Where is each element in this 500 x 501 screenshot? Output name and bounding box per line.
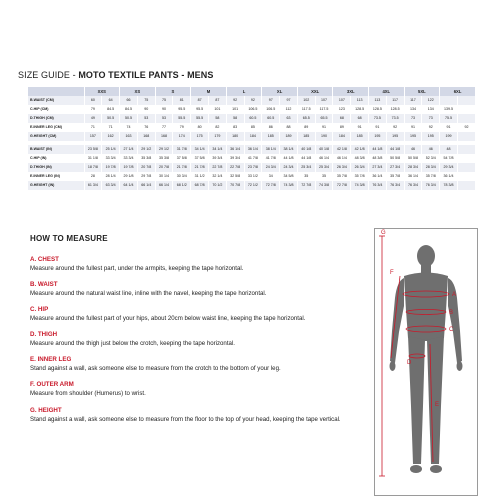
measurement-cell: 79 xyxy=(173,123,191,132)
measurement-cell: 58 xyxy=(208,114,226,123)
measurement-cell xyxy=(457,154,475,163)
measure-description: Stand against a wall, ask someone else to measure from the floor to the top of your head, keeping the tape vertical. xyxy=(30,416,341,423)
measurement-cell: 73 xyxy=(404,114,422,123)
measurement-cell: 134 xyxy=(404,105,422,114)
measurement-cell: 32 5/8 xyxy=(226,172,244,181)
measurement-cell: 72 1/2 xyxy=(244,181,262,190)
measurement-cell: 189 xyxy=(280,132,298,141)
measurement-cell: 36 1/4 xyxy=(440,172,458,181)
measurement-cell: 112 xyxy=(280,105,298,114)
measure-heading: B. WAIST xyxy=(30,281,58,288)
measurement-cell: 29 1/2 xyxy=(137,145,155,154)
measurement-cell: 68 1/2 xyxy=(173,181,191,190)
measurement-cell: 195 xyxy=(369,132,387,141)
size-header-corner xyxy=(28,87,84,96)
row-label: D.THIGH (IN) xyxy=(28,163,84,172)
size-header-cell: 4XL xyxy=(369,87,405,96)
measure-description: Measure around the fullest part, under the armpits, keeping the tape horizontal. xyxy=(30,265,244,272)
measurement-cell: 71 xyxy=(102,123,120,132)
measurement-cell: 117.5 xyxy=(297,105,315,114)
measurement-cell: 128.5 xyxy=(369,105,387,114)
measurement-cell: 28 xyxy=(84,172,102,181)
measurement-cell: 29 3/4 xyxy=(440,163,458,172)
measurement-row xyxy=(28,105,476,114)
size-header-cell: M xyxy=(191,87,227,96)
measurement-cell: 87 xyxy=(191,96,209,105)
measurement-cell xyxy=(457,96,475,105)
measurement-cell: 168 xyxy=(137,132,155,141)
measurement-cell: 55.5 xyxy=(191,114,209,123)
measurement-row xyxy=(28,114,476,123)
measurement-cell: 113 xyxy=(351,96,369,105)
size-table-body xyxy=(28,96,476,190)
measurement-cell: 70 7/8 xyxy=(226,181,244,190)
measurement-cell: 25 3/4 xyxy=(315,163,333,172)
measurement-cell: 66 1/4 xyxy=(137,181,155,190)
measurement-cell: 18 7/8 xyxy=(84,163,102,172)
measurement-cell: 36 1/4 xyxy=(226,145,244,154)
measurement-row xyxy=(28,181,476,190)
measurement-cell: 95.5 xyxy=(191,105,209,114)
measurement-cell: 34 xyxy=(262,172,280,181)
measurement-cell: 78 3/8 xyxy=(440,181,458,190)
measurement-cell: 190 xyxy=(315,132,333,141)
measurement-cell: 89 xyxy=(297,123,315,132)
measurement-cell: 195 xyxy=(404,132,422,141)
row-label: G.HEIGHT (IN) xyxy=(28,181,84,190)
measurement-cell: 44 1/8 xyxy=(386,145,404,154)
measurement-cell: 58 xyxy=(226,114,244,123)
measurement-cell: 72 7/8 xyxy=(333,181,351,190)
measurement-cell: 25 3/4 xyxy=(297,163,315,172)
measurement-cell: 35 7/8 xyxy=(422,172,440,181)
measurement-cell: 49 xyxy=(84,114,102,123)
measurement-cell: 76 3/4 xyxy=(404,181,422,190)
measurement-cell: 40 1/8 xyxy=(315,145,333,154)
row-label: E.INNER LEG (CM) xyxy=(28,123,84,132)
measure-description: Measure from shoulder (Humerus) to wrist. xyxy=(30,390,146,397)
measurement-cell: 23 5/8 xyxy=(84,145,102,154)
measurement-cell: 95.5 xyxy=(173,105,191,114)
measurement-cell: 34 5/8 xyxy=(280,172,298,181)
measurement-cell: 76 3/4 xyxy=(369,181,387,190)
measurement-cell: 35 xyxy=(297,172,315,181)
measurement-cell: 74 3/8 xyxy=(280,181,298,190)
measurement-cell: 22 7/8 xyxy=(208,163,226,172)
measurement-cell: 65.5 xyxy=(315,114,333,123)
measurement-cell: 40 1/8 xyxy=(297,145,315,154)
measurement-cell: 106.5 xyxy=(262,105,280,114)
measurement-cell: 64 xyxy=(102,96,120,105)
size-header-cell: 6XL xyxy=(440,87,476,96)
measurement-cell: 52 3/4 xyxy=(422,154,440,163)
measurement-cell: 68 xyxy=(351,114,369,123)
measurement-cell: 134 xyxy=(422,105,440,114)
measurement-cell: 107 xyxy=(333,96,351,105)
measurement-cell: 44 1/8 xyxy=(369,145,387,154)
size-header-cell: XXL xyxy=(297,87,333,96)
row-label: C.HIP (CM) xyxy=(28,105,84,114)
measurement-cell: 36 1/4 xyxy=(244,145,262,154)
measurement-cell: 24 3/4 xyxy=(280,163,298,172)
measure-description: Measure around the natural waist line, inline with the navel, keeping the tape horizontal. xyxy=(30,290,267,297)
size-header-cell: 5XL xyxy=(404,87,440,96)
measurement-cell: 31 1/2 xyxy=(191,172,209,181)
measurement-cell: 139.5 xyxy=(440,105,458,114)
measure-description: Measure around the fullest part of your hips, about 20cm below waist line, keeping the tape horizontal. xyxy=(30,315,306,322)
measurement-cell: 25 1/4 xyxy=(102,145,120,154)
measurement-cell: 91 xyxy=(404,123,422,132)
measurement-cell: 21 7/8 xyxy=(173,163,191,172)
measurement-cell: 35 xyxy=(315,172,333,181)
measurement-row xyxy=(28,163,476,172)
measurement-cell: 122 xyxy=(422,96,440,105)
measurement-cell: 48 xyxy=(440,145,458,154)
measurement-cell xyxy=(457,132,475,141)
size-header-cell: XS xyxy=(120,87,156,96)
measurement-cell: 87 xyxy=(208,96,226,105)
row-label: E.INNER LEG (IN) xyxy=(28,172,84,181)
size-header-cell: XXS xyxy=(84,87,120,96)
measurement-cell: 65.5 xyxy=(297,114,315,123)
measurement-cell: 42 1/8 xyxy=(333,145,351,154)
measurement-cell: 41 7/8 xyxy=(262,154,280,163)
measurement-cell: 64 1/4 xyxy=(120,181,138,190)
measurement-row xyxy=(28,96,476,105)
measurement-cell: 60.5 xyxy=(244,114,262,123)
measurement-cell: 53 xyxy=(137,114,155,123)
measurement-cell: 76 3/4 xyxy=(386,181,404,190)
measurement-row xyxy=(28,154,476,163)
measurement-cell: 35 7/8 xyxy=(351,172,369,181)
measurement-cell: 117 xyxy=(404,96,422,105)
measurement-cell: 117 xyxy=(386,96,404,105)
measurement-cell: 72 7/8 xyxy=(262,181,280,190)
measurement-cell: 81 xyxy=(173,96,191,105)
measurement-cell: 34 1/4 xyxy=(191,145,209,154)
measurement-cell: 27 3/4 xyxy=(386,163,404,172)
measurement-cell: 50 5/8 xyxy=(386,154,404,163)
measurement-cell: 70 1/2 xyxy=(208,181,226,190)
marker-a: A xyxy=(452,292,457,298)
measurement-cell: 42 1/8 xyxy=(351,145,369,154)
measurement-cell: 33 3/4 xyxy=(120,154,138,163)
measurement-cell: 73.5 xyxy=(369,114,387,123)
measurement-cell: 79 xyxy=(84,105,102,114)
measure-heading: C. HIP xyxy=(30,306,49,313)
measurement-cell: 83 xyxy=(226,123,244,132)
measurement-cell: 97 xyxy=(262,96,280,105)
measurement-cell: 92 xyxy=(422,123,440,132)
measurement-cell: 61 3/4 xyxy=(84,181,102,190)
measurement-cell: 19 7/8 xyxy=(120,163,138,172)
measurement-cell: 20 7/8 xyxy=(155,163,173,172)
measurement-cell: 48 3/8 xyxy=(369,154,387,163)
measurement-cell: 48 3/8 xyxy=(351,154,369,163)
measurement-cell: 20 7/8 xyxy=(137,163,155,172)
measurement-cell: 28 3/4 xyxy=(422,163,440,172)
measurement-cell: 76 xyxy=(137,123,155,132)
measurement-cell: 84.5 xyxy=(120,105,138,114)
measurement-cell: 38 1/4 xyxy=(280,145,298,154)
mannequin-svg xyxy=(374,226,478,496)
measurement-cell: 66 1/4 xyxy=(155,181,173,190)
measurement-cell: 185 xyxy=(262,132,280,141)
measurement-cell: 75.5 xyxy=(440,114,458,123)
measurement-cell xyxy=(457,114,475,123)
measurement-cell: 29 1/2 xyxy=(155,145,173,154)
measurement-cell: 157 xyxy=(84,132,102,141)
measurement-cell: 28 1/4 xyxy=(102,172,120,181)
measurement-cell: 163 xyxy=(120,132,138,141)
measurement-cell: 92 xyxy=(226,96,244,105)
measurement-cell: 63 3/4 xyxy=(102,181,120,190)
measurement-cell: 68 7/8 xyxy=(191,181,209,190)
measurement-cell: 37 5/8 xyxy=(173,154,191,163)
measurement-cell: 89 xyxy=(333,123,351,132)
row-label: B.WAIST (CM) xyxy=(28,96,84,105)
measurement-cell: 74 xyxy=(120,123,138,132)
measurement-cell: 26 3/4 xyxy=(333,163,351,172)
row-label: B.WAIST (IN) xyxy=(28,145,84,154)
measurement-cell: 91 xyxy=(315,123,333,132)
measurement-cell: 101 xyxy=(226,105,244,114)
measurement-cell: 50.5 xyxy=(120,114,138,123)
measurement-cell: 63 xyxy=(280,114,298,123)
measurement-cell: 92 xyxy=(244,96,262,105)
measurement-cell: 35 3/8 xyxy=(155,154,173,163)
size-header-row xyxy=(28,87,476,96)
measurement-cell: 44 1/8 xyxy=(297,154,315,163)
measurement-row xyxy=(28,145,476,154)
measurement-cell: 60.5 xyxy=(262,114,280,123)
measurement-cell: 84.5 xyxy=(102,105,120,114)
measurement-cell: 50 5/8 xyxy=(404,154,422,163)
measurement-cell: 19 7/8 xyxy=(102,163,120,172)
measure-heading: E. INNER LEG xyxy=(30,356,72,363)
measurement-cell: 30 1/4 xyxy=(155,172,173,181)
measurement-cell: 60 xyxy=(84,96,102,105)
how-to-measure-title: HOW TO MEASURE xyxy=(30,234,108,243)
measurement-cell: 80 xyxy=(191,123,209,132)
measurement-cell xyxy=(457,163,475,172)
measurement-cell: 36 1/4 xyxy=(404,172,422,181)
measurement-cell: 82 xyxy=(208,123,226,132)
measurement-cell: 123 xyxy=(333,105,351,114)
measurement-cell: 168 xyxy=(155,132,173,141)
measurement-cell: 33 1/2 xyxy=(244,172,262,181)
measurement-cell: 75 xyxy=(155,96,173,105)
measurement-cell xyxy=(440,96,458,105)
body-measurement-figure xyxy=(374,226,478,496)
measurement-cell: 75 xyxy=(137,96,155,105)
measurement-cell: 34 1/4 xyxy=(208,145,226,154)
row-label: G.HEIGHT (CM) xyxy=(28,132,84,141)
measurement-cell: 71 xyxy=(84,123,102,132)
measurement-cell: 185 xyxy=(297,132,315,141)
measurement-cell: 72 7/8 xyxy=(297,181,315,190)
measurement-row xyxy=(28,123,476,132)
measurement-cell xyxy=(457,181,475,190)
measurement-cell: 128.5 xyxy=(386,105,404,114)
measurement-cell: 55.5 xyxy=(173,114,191,123)
measurement-cell: 54 7/8 xyxy=(440,154,458,163)
measurement-cell: 36 1/4 xyxy=(369,172,387,181)
size-chart-table xyxy=(28,87,476,190)
measurement-cell: 91 xyxy=(369,123,387,132)
marker-d: D xyxy=(407,360,412,366)
measurement-cell: 23 7/8 xyxy=(244,163,262,172)
size-header-cell: XL xyxy=(262,87,298,96)
measurement-cell: 44 1/8 xyxy=(280,154,298,163)
measurement-cell: 85 xyxy=(244,123,262,132)
measurement-cell: 91 xyxy=(440,123,458,132)
measurement-cell: 179 xyxy=(208,132,226,141)
measurement-cell: 50.5 xyxy=(102,114,120,123)
measurement-cell: 117.5 xyxy=(315,105,333,114)
measurement-cell: 35 7/8 xyxy=(333,172,351,181)
measurement-cell: 53 xyxy=(155,114,173,123)
measurement-cell: 35 7/8 xyxy=(386,172,404,181)
measure-description: Measure around the thigh just below the crotch, keeping the tape horizontal. xyxy=(30,340,235,347)
measurement-cell: 195 xyxy=(386,132,404,141)
measurement-cell: 24 3/4 xyxy=(262,163,280,172)
measurement-cell: 74 3/8 xyxy=(315,181,333,190)
measurement-cell: 91 xyxy=(351,123,369,132)
marker-g: G xyxy=(381,230,386,236)
measurement-cell: 73.5 xyxy=(386,114,404,123)
measurement-cell: 46 1/4 xyxy=(333,154,351,163)
measurement-cell: 22 7/8 xyxy=(226,163,244,172)
measurement-cell: 29 7/8 xyxy=(137,172,155,181)
measurement-cell: 175 xyxy=(191,132,209,141)
measurement-row xyxy=(28,132,476,141)
measurement-cell: 86 xyxy=(262,123,280,132)
measurement-cell: 30 3/4 xyxy=(173,172,191,181)
measurement-cell: 29 1/8 xyxy=(120,172,138,181)
measurement-cell: 102 xyxy=(297,96,315,105)
measurement-cell: 21 7/8 xyxy=(191,163,209,172)
measurement-cell: 28 3/4 xyxy=(404,163,422,172)
measure-heading: A. CHEST xyxy=(30,256,59,263)
measurement-cell: 92 xyxy=(386,123,404,132)
measurement-cell: 184 xyxy=(333,132,351,141)
marker-f: F xyxy=(390,270,394,276)
page-title xyxy=(18,70,213,80)
measurement-cell: 46 xyxy=(404,145,422,154)
measurement-cell xyxy=(457,172,475,181)
measurement-cell: 27 1/4 xyxy=(120,145,138,154)
measurement-cell: 46 xyxy=(422,145,440,154)
measurement-cell: 66 xyxy=(120,96,138,105)
measurement-cell: 38 1/4 xyxy=(262,145,280,154)
measurement-cell: 31 1/8 xyxy=(84,154,102,163)
measurement-cell: 90 xyxy=(137,105,155,114)
measurement-cell: 106.5 xyxy=(244,105,262,114)
row-label: C.HIP (IN) xyxy=(28,154,84,163)
row-label: D.THIGH (CM) xyxy=(28,114,84,123)
measurement-cell: 185 xyxy=(351,132,369,141)
measurement-cell: 92 xyxy=(457,123,475,132)
measurement-cell: 74 3/8 xyxy=(351,181,369,190)
measurement-cell: 195 xyxy=(422,132,440,141)
size-header-cell: L xyxy=(226,87,262,96)
title-prefix: SIZE GUIDE - xyxy=(18,70,79,80)
measurement-cell: 68 xyxy=(333,114,351,123)
measurement-cell: 101 xyxy=(208,105,226,114)
measurement-cell: 73 xyxy=(422,114,440,123)
measurement-cell: 39 3/4 xyxy=(226,154,244,163)
measurement-cell xyxy=(457,145,475,154)
measurement-cell: 162 xyxy=(102,132,120,141)
measurement-cell: 39 3/4 xyxy=(208,154,226,163)
measurement-cell: 90 xyxy=(155,105,173,114)
measurement-cell: 35 3/8 xyxy=(137,154,155,163)
size-header-cell: 3XL xyxy=(333,87,369,96)
measurement-cell: 199 xyxy=(440,132,458,141)
measurement-cell: 113 xyxy=(369,96,387,105)
measurement-cell: 184 xyxy=(244,132,262,141)
marker-c: C xyxy=(449,327,454,333)
measurement-cell: 107 xyxy=(315,96,333,105)
measurement-cell: 97 xyxy=(280,96,298,105)
measurement-cell: 76 3/4 xyxy=(422,181,440,190)
measurement-cell: 46 1/4 xyxy=(315,154,333,163)
measurement-cell: 180 xyxy=(226,132,244,141)
measurement-cell: 41 7/8 xyxy=(244,154,262,163)
measurement-cell: 32 1/4 xyxy=(208,172,226,181)
measure-heading: D. THIGH xyxy=(30,331,58,338)
measurement-cell: 174 xyxy=(173,132,191,141)
title-product: MOTO TEXTILE PANTS - MENS xyxy=(78,70,214,80)
measure-heading: G. HEIGHT xyxy=(30,407,62,414)
measurement-cell: 31 7/8 xyxy=(173,145,191,154)
measurement-cell: 88 xyxy=(280,123,298,132)
measure-description: Stand against a wall, ask someone else to measure from the crotch to the bottom of your leg. xyxy=(30,365,281,372)
measurement-cell: 27 3/4 xyxy=(369,163,387,172)
measurement-cell: 37 5/8 xyxy=(191,154,209,163)
measurement-row xyxy=(28,172,476,181)
measurement-cell: 26 3/4 xyxy=(351,163,369,172)
size-header-cell: S xyxy=(155,87,191,96)
measurement-cell: 128.5 xyxy=(351,105,369,114)
measurement-cell: 33 3/4 xyxy=(102,154,120,163)
measurement-cell: 77 xyxy=(155,123,173,132)
measurement-cell xyxy=(457,105,475,114)
marker-b: B xyxy=(449,310,454,316)
measure-heading: F. OUTER ARM xyxy=(30,381,74,388)
marker-e: E xyxy=(435,402,440,408)
